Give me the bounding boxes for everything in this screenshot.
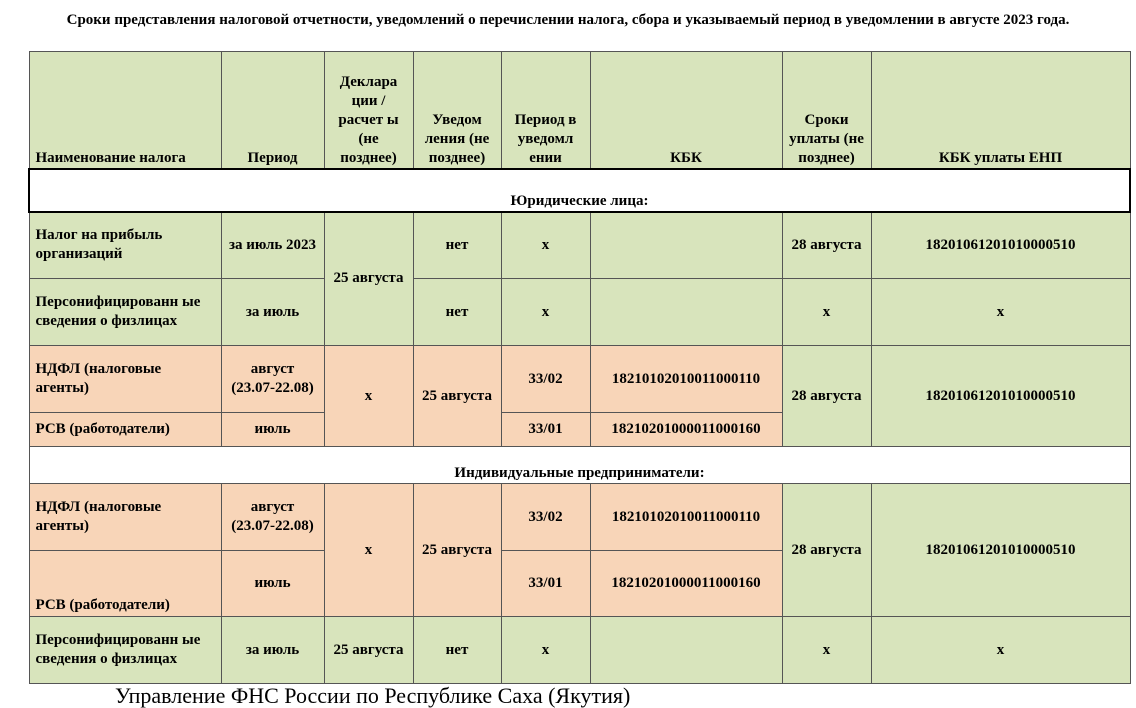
row-declaration: х [324, 484, 413, 617]
row-period-in-notification: 33/01 [501, 551, 590, 617]
section-row-legal [29, 169, 1130, 212]
footer-text: Управление ФНС России по Республике Саха (Якутия) [115, 683, 631, 708]
header-declaration: Деклара ции /расчет ы (не позднее) [324, 52, 413, 169]
row-tax-name: НДФЛ (налоговые агенты) [29, 484, 221, 551]
table-row [29, 346, 1130, 413]
row-notification: 25 августа [413, 484, 501, 617]
row-tax-name: Персонифицированн ые сведения о физлицах [29, 617, 221, 684]
row-period-in-notification: х [501, 617, 590, 684]
row-period: июль [221, 551, 324, 617]
row-payment-deadline: 28 августа [782, 484, 871, 617]
row-period-in-notification: х [501, 279, 590, 346]
row-kbk [590, 279, 782, 346]
row-kbk [590, 617, 782, 684]
row-kbk-enp: 18201061201010000510 [871, 484, 1130, 617]
section-legal-entities: Юридические лица: [29, 169, 1130, 212]
row-kbk-enp: 18201061201010000510 [871, 346, 1130, 447]
row-kbk-enp: х [871, 617, 1130, 684]
tax-deadlines-table [28, 51, 1131, 684]
table-row [29, 212, 1130, 279]
table-row [29, 484, 1130, 551]
row-period: июль [221, 413, 324, 447]
header-kbk-enp: КБК уплаты ЕНП [871, 52, 1130, 169]
header-period-in-notification: Период в уведомл ении [501, 52, 590, 169]
row-period: за июль [221, 617, 324, 684]
section-individual-entrepreneurs: Индивидуальные предприниматели: [29, 447, 1130, 484]
row-tax-name: НДФЛ (налоговые агенты) [29, 346, 221, 413]
row-kbk-enp: 18201061201010000510 [871, 212, 1130, 279]
row-period-in-notification: 33/02 [501, 346, 590, 413]
row-period-in-notification: 33/01 [501, 413, 590, 447]
row-notification: нет [413, 617, 501, 684]
page-title: Сроки представления налоговой отчетности, уведомлений о перечислении налога, сбора и указываемый период в уведомлении в августе 2023 года. [66, 12, 1070, 28]
row-period: август (23.07-22.08) [221, 346, 324, 413]
row-period-in-notification: х [501, 212, 590, 279]
row-tax-name: РСВ (работодатели) [29, 551, 221, 617]
row-declaration: 25 августа [324, 617, 413, 684]
row-tax-name: Персонифицированн ые сведения о физлицах [29, 279, 221, 346]
row-notification: нет [413, 279, 501, 346]
row-tax-name: РСВ (работодатели) [29, 413, 221, 447]
row-notification: нет [413, 212, 501, 279]
row-kbk-enp: х [871, 279, 1130, 346]
row-period: за июль 2023 [221, 212, 324, 279]
header-period: Период [221, 52, 324, 169]
section-row-individual [29, 447, 1130, 484]
table-row [29, 617, 1130, 684]
row-period: за июль [221, 279, 324, 346]
row-period-in-notification: 33/02 [501, 484, 590, 551]
header-row [29, 52, 1130, 169]
row-kbk: 18210201000011000160 [590, 551, 782, 617]
header-kbk: КБК [590, 52, 782, 169]
header-payment-deadline: Сроки уплаты (не позднее) [782, 52, 871, 169]
row-tax-name: Налог на прибыль организаций [29, 212, 221, 279]
row-kbk [590, 212, 782, 279]
row-payment-deadline: 28 августа [782, 346, 871, 447]
row-declaration: х [324, 346, 413, 447]
row-notification: 25 августа [413, 346, 501, 447]
row-period: август (23.07-22.08) [221, 484, 324, 551]
row-payment-deadline: 28 августа [782, 212, 871, 279]
header-notification: Уведом ления (не позднее) [413, 52, 501, 169]
row-kbk: 18210102010011000110 [590, 484, 782, 551]
table-row [29, 279, 1130, 346]
row-declaration: 25 августа [324, 212, 413, 346]
header-tax-name: Наименование налога [29, 52, 221, 169]
row-payment-deadline: х [782, 279, 871, 346]
row-kbk: 18210201000011000160 [590, 413, 782, 447]
row-payment-deadline: х [782, 617, 871, 684]
row-kbk: 18210102010011000110 [590, 346, 782, 413]
